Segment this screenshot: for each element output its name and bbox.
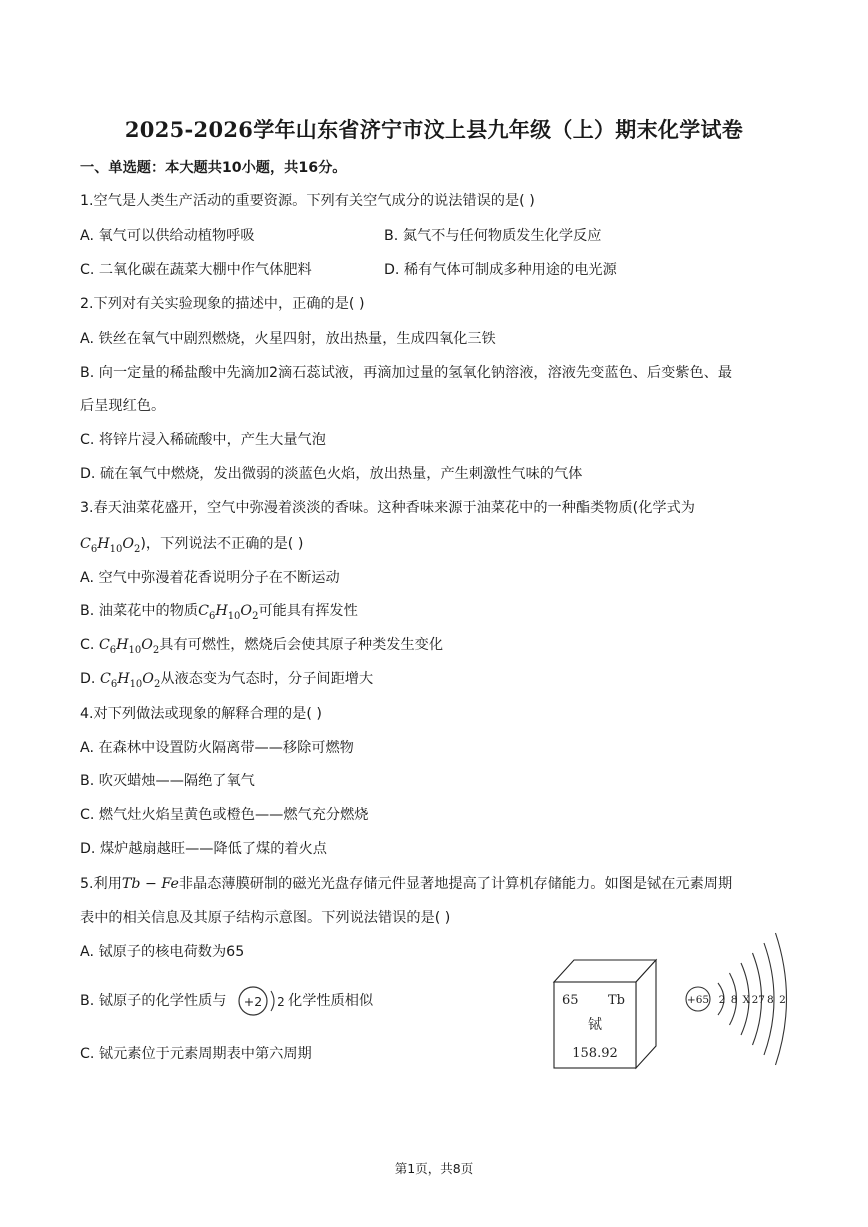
q3-stem-line2-text: )，下列说法不正确的是( ) <box>140 536 304 552</box>
atomic-structure-diagram <box>680 920 792 1078</box>
q1-option-d: D. 稀有气体可制成多种用途的电光源 <box>384 262 617 278</box>
q4-option-d: D. 煤炉越扇越旺——降低了煤的着火点 <box>80 841 327 857</box>
q2-stem: 2.下列对有关实验现象的描述中，正确的是( ) <box>80 296 365 312</box>
element-symbol: Tb <box>608 993 625 1008</box>
q5-stem-line1 <box>80 874 732 894</box>
q2-option-b-line1: B. 向一定量的稀盐酸中先滴加2滴石蕊试液，再滴加过量的氢氧化钠溶液，溶液先变蓝色、后变紫色、最 <box>80 365 733 381</box>
formula: Tb − Fe <box>121 876 179 892</box>
formula: $C_6H_{10}O_2$ <box>98 637 160 656</box>
q1-stem: 1.空气是人类生产活动的重要资源。下列有关空气成分的说法错误的是( ) <box>80 193 535 209</box>
formula: $C_6H_{10}O_2$ <box>198 603 259 622</box>
q4-option-b: B. 吹灭蜡烛——隔绝了氧气 <box>80 773 255 789</box>
page-footer: 第1页，共8页 <box>394 1161 474 1176</box>
q2-option-b-line2: 后呈现红色。 <box>80 398 166 414</box>
q4-option-c: C. 燃气灶火焰呈黄色或橙色——燃气充分燃烧 <box>80 807 369 823</box>
q5-option-b-post: 化学性质相似 <box>288 993 374 1009</box>
q5-option-b-pre: B. 铽原子的化学性质与 <box>80 993 227 1009</box>
atomic-mass: 158.92 <box>572 1046 618 1061</box>
q3-option-b-post: 可能具有挥发性 <box>258 603 358 619</box>
shell-electron-count: 2 <box>718 994 726 1006</box>
q5-option-a: A. 铽原子的核电荷数为65 <box>80 944 245 960</box>
nucleus-label: +2 <box>243 994 263 1009</box>
element-name: 铽 <box>588 1017 602 1033</box>
section-heading: 一、单选题：本大题共10小题，共16分。 <box>80 160 347 176</box>
q3-stem-line1: 3.春天油菜花盛开，空气中弥漫着淡淡的香味。这种香味来源于油菜花中的一种酯类物质(化学式为 <box>80 500 695 516</box>
q3-option-c-pre: C. <box>80 637 99 653</box>
q3-option-d-pre: D. <box>80 671 100 687</box>
q3-option-d-post: 从液态变为气态时，分子间距增大 <box>160 671 374 687</box>
shell-electron-count: 2 <box>779 994 786 1006</box>
q3-option-a: A. 空气中弥漫着花香说明分子在不断运动 <box>80 570 340 586</box>
q5-stem-post: 非晶态薄膜研制的磁光光盘存储元件显著地提高了计算机存储能力。如图是铽在元素周期 <box>178 876 733 892</box>
shell-electron-count: 8 <box>767 994 774 1006</box>
q3-option-d <box>80 669 373 695</box>
q3-option-b <box>80 601 358 627</box>
shell-electrons: 2 <box>277 995 285 1009</box>
atomic-number: 65 <box>562 993 579 1008</box>
q1-option-a: A. 氧气可以供给动植物呼吸 <box>80 228 255 244</box>
q5-stem-pre: 5.利用 <box>80 876 122 892</box>
q1-option-b: B. 氮气不与任何物质发生化学反应 <box>384 228 602 244</box>
shell-electron-count: X <box>742 994 750 1006</box>
electron-shell-arc <box>271 991 274 1011</box>
shell-electron-count: 27 <box>751 994 765 1006</box>
element-cell-figure <box>548 956 662 1072</box>
formula: $C_6H_{10}O_2$ <box>99 671 161 690</box>
formula: $C_6H_{10}O_2$ <box>80 536 141 555</box>
q3-option-b-pre: B. 油菜花中的物质 <box>80 603 199 619</box>
q2-option-c: C. 将锌片浸入稀硫酸中，产生大量气泡 <box>80 432 326 448</box>
q3-stem-line2 <box>80 534 303 560</box>
q2-option-a: A. 铁丝在氧气中剧烈燃烧，火星四射，放出热量，生成四氧化三铁 <box>80 331 496 347</box>
q3-option-c-post: 具有可燃性，燃烧后会使其原子种类发生变化 <box>159 637 444 653</box>
q5-stem-line2: 表中的相关信息及其原子结构示意图。下列说法错误的是( ) <box>80 910 451 926</box>
q5-option-c: C. 铽元素位于元素周期表中第六周期 <box>80 1046 312 1062</box>
page-title: 2025-2026学年山东省济宁市汶上县九年级（上）期末化学试卷 <box>124 117 744 142</box>
q2-option-d: D. 硫在氧气中燃烧，发出微弱的淡蓝色火焰，放出热量，产生刺激性气味的气体 <box>80 466 583 482</box>
q4-stem: 4.对下列做法或现象的解释合理的是( ) <box>80 706 322 722</box>
q5-option-b-atom-figure <box>234 984 294 1020</box>
electron-shell-labels <box>719 994 786 1006</box>
q4-option-a: A. 在森林中设置防火隔离带——移除可燃物 <box>80 740 354 756</box>
q3-option-c <box>80 635 443 661</box>
q1-option-c: C. 二氧化碳在蔬菜大棚中作气体肥料 <box>80 262 312 278</box>
nucleus-label: +65 <box>686 994 710 1006</box>
shell-electron-count: 8 <box>730 994 738 1006</box>
